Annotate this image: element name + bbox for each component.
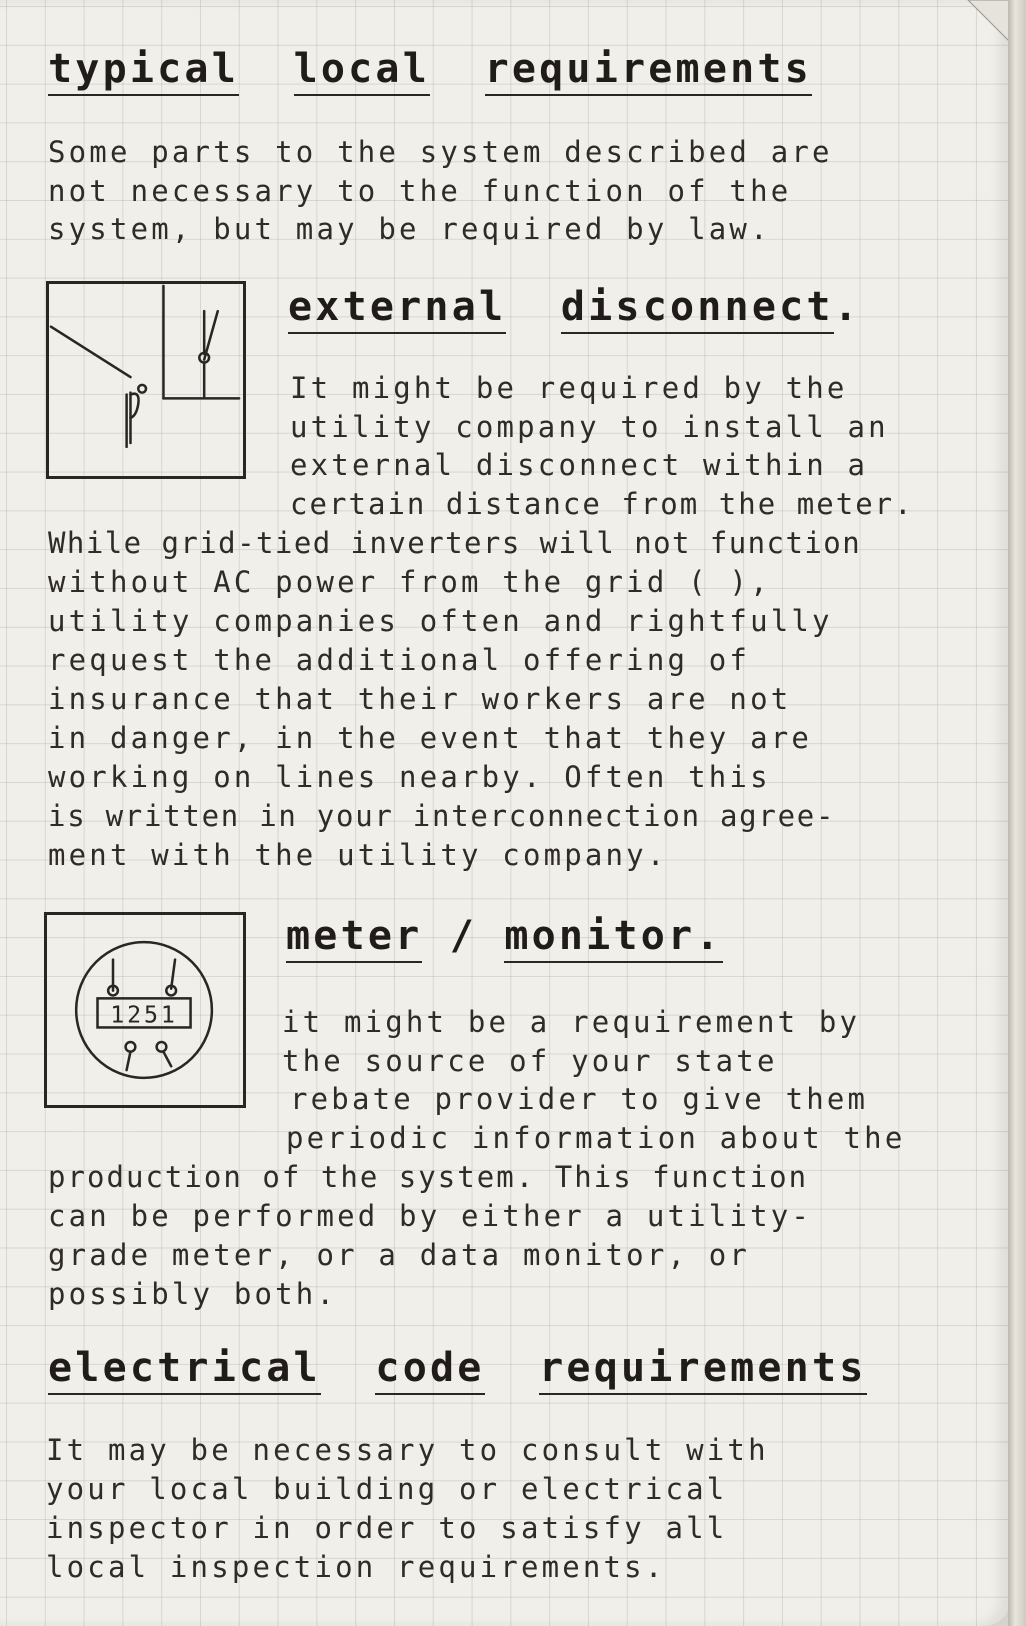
disconnect-line: utility companies often and rightfully — [48, 604, 833, 638]
code-line: inspector in order to satisfy all — [46, 1511, 728, 1545]
meter-line: production of the system. This function — [48, 1160, 809, 1194]
page-corner-icon — [960, 0, 1010, 50]
title-word: meter — [286, 913, 422, 963]
intro-line: system, but may be required by law. — [48, 212, 771, 246]
heading-word: requirements — [485, 46, 812, 96]
heading-word: typical — [48, 46, 239, 96]
title-slash: / — [449, 913, 478, 959]
code-line: local inspection requirements. — [46, 1550, 666, 1584]
meter-sketch — [44, 912, 246, 1108]
meter-line: can be performed by either a utility- — [48, 1199, 813, 1233]
meter-icon — [47, 915, 243, 1105]
meter-line: it might be a requirement by — [282, 1005, 861, 1039]
disconnect-line: ment with the utility company. — [48, 838, 668, 872]
code-line: your local building or electrical — [46, 1472, 728, 1506]
intro-line: not necessary to the function of the — [48, 174, 792, 208]
meter-line: the source of your state — [282, 1044, 778, 1078]
heading-word: local — [294, 46, 430, 96]
disconnect-line: certain distance from the meter. — [290, 487, 914, 521]
disconnect-line: working on lines nearby. Often this — [48, 760, 771, 794]
disconnect-icon — [49, 284, 243, 476]
title-word: requirements — [539, 1345, 866, 1395]
meter-reading: 1251 — [110, 1001, 178, 1029]
meter-line: possibly both. — [48, 1277, 338, 1311]
title-word: external — [288, 284, 506, 334]
page-heading — [48, 46, 812, 96]
title-word: disconnect — [561, 284, 834, 334]
disconnect-sketch — [46, 281, 246, 479]
disconnect-line: utility company to install an — [290, 410, 889, 444]
section-title-meter — [286, 913, 723, 963]
notebook-edge — [1008, 0, 1026, 1626]
disconnect-line: is written in your interconnection agree- — [48, 799, 836, 833]
title-word: code — [375, 1345, 484, 1395]
disconnect-line: request the additional offering of — [48, 643, 751, 677]
code-line: It may be necessary to consult with — [46, 1433, 769, 1467]
meter-line: grade meter, or a data monitor, or — [48, 1238, 751, 1272]
section-title-code — [48, 1345, 867, 1395]
disconnect-line: without AC power from the grid ( ), — [48, 565, 771, 599]
intro-line: Some parts to the system described are — [48, 135, 833, 169]
disconnect-line: in danger, in the event that they are — [48, 721, 813, 755]
disconnect-line: It might be required by the — [290, 371, 848, 405]
meter-line: periodic information about the — [286, 1121, 906, 1155]
title-word: monitor. — [504, 913, 722, 963]
disconnect-line: external disconnect within a — [290, 448, 869, 482]
meter-line: rebate provider to give them — [290, 1082, 869, 1116]
title-word: electrical — [48, 1345, 321, 1395]
section-title-disconnect: external disconnect. — [288, 284, 861, 334]
disconnect-line: insurance that their workers are not — [48, 682, 792, 716]
disconnect-line: While grid-tied inverters will not function — [48, 526, 862, 560]
